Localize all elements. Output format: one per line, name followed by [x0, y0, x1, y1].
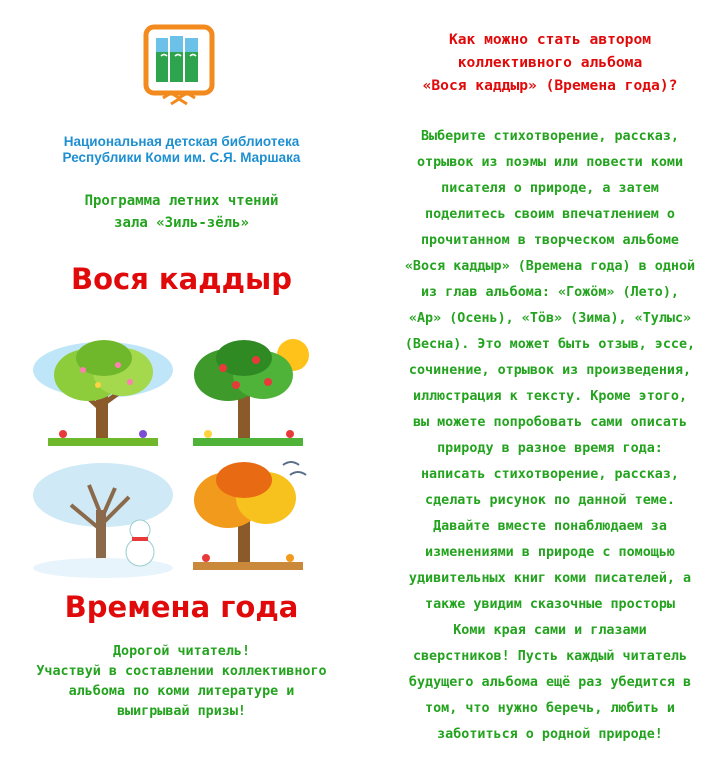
- body-line: том, что нужно беречь, любить и: [425, 701, 675, 716]
- program-line: зала «Зиль-зёль»: [114, 215, 249, 231]
- body-line: природу в разное время года:: [437, 441, 663, 456]
- appeal-line: Участвуй в составлении коллективного: [36, 664, 327, 679]
- program-line: Программа летних чтений: [84, 193, 279, 209]
- appeal-line: выигрывай призы!: [117, 704, 246, 719]
- body-line: вы можете попробовать сами описать: [412, 415, 688, 430]
- body-line: будущего альбома ещё раз убедится в: [408, 675, 692, 690]
- title-line: Как можно стать автором: [448, 31, 652, 48]
- body-line: прочитанном в творческом альбоме: [421, 233, 679, 248]
- library-line: Национальная детская библиотека: [63, 134, 300, 149]
- body-line: сделать рисунок по данной теме.: [425, 493, 675, 508]
- reader-appeal: [0, 642, 363, 722]
- body-line: поделитесь своим впечатлением о: [425, 207, 675, 222]
- body-line: заботиться о родной природе!: [437, 727, 663, 742]
- body-line: Коми края сами и глазами: [453, 623, 647, 638]
- body-line: Выберите стихотворение, рассказ,: [421, 129, 679, 144]
- four-seasons-trees: [28, 330, 328, 580]
- album-title: Вося каддыр: [70, 262, 292, 296]
- how-to-title: [374, 28, 726, 97]
- library-name: [0, 134, 363, 166]
- appeal-line: Дорогой читатель!: [112, 644, 251, 659]
- body-line: изменениями в природе с помощью: [425, 545, 675, 560]
- title-line: коллективного альбома: [457, 54, 643, 71]
- body-line: «Вося каддыр» (Времена года) в одной: [404, 259, 696, 274]
- appeal-line: альбома по коми литературе и: [68, 684, 295, 699]
- body-line: сочинение, отрывок из произведения,: [408, 363, 692, 378]
- program-name: [0, 190, 363, 234]
- body-line: удивительных книг коми писателей, а: [408, 571, 692, 586]
- body-line: (Весна). Это может быть отзыв, эссе,: [404, 337, 696, 352]
- body-line: написать стихотворение, рассказ,: [421, 467, 679, 482]
- right-column: [374, 0, 726, 768]
- body-line: отрывок из поэмы или повести коми: [416, 155, 684, 170]
- body-line: писателя о природе, а затем: [441, 181, 659, 196]
- title-line: «Вося каддыр» (Времена года)?: [422, 77, 678, 94]
- body-line: сверстников! Пусть каждый читатель: [412, 649, 688, 664]
- body-line: Давайте вместе понаблюдаем за: [433, 519, 667, 534]
- body-line: иллюстрация к тексту. Кроме этого,: [412, 389, 688, 404]
- body-line: из глав альбома: «Гожӧм» (Лето),: [421, 285, 679, 300]
- body-line: «Ар» (Осень), «Тӧв» (Зима), «Тулыс»: [408, 311, 692, 326]
- library-books-logo: [143, 24, 215, 108]
- seasons-title: Времена года: [64, 590, 299, 624]
- instructions-text: [374, 124, 726, 748]
- library-line: Республики Коми им. С.Я. Маршака: [62, 150, 301, 165]
- body-line: также увидим сказочные просторы: [425, 597, 675, 612]
